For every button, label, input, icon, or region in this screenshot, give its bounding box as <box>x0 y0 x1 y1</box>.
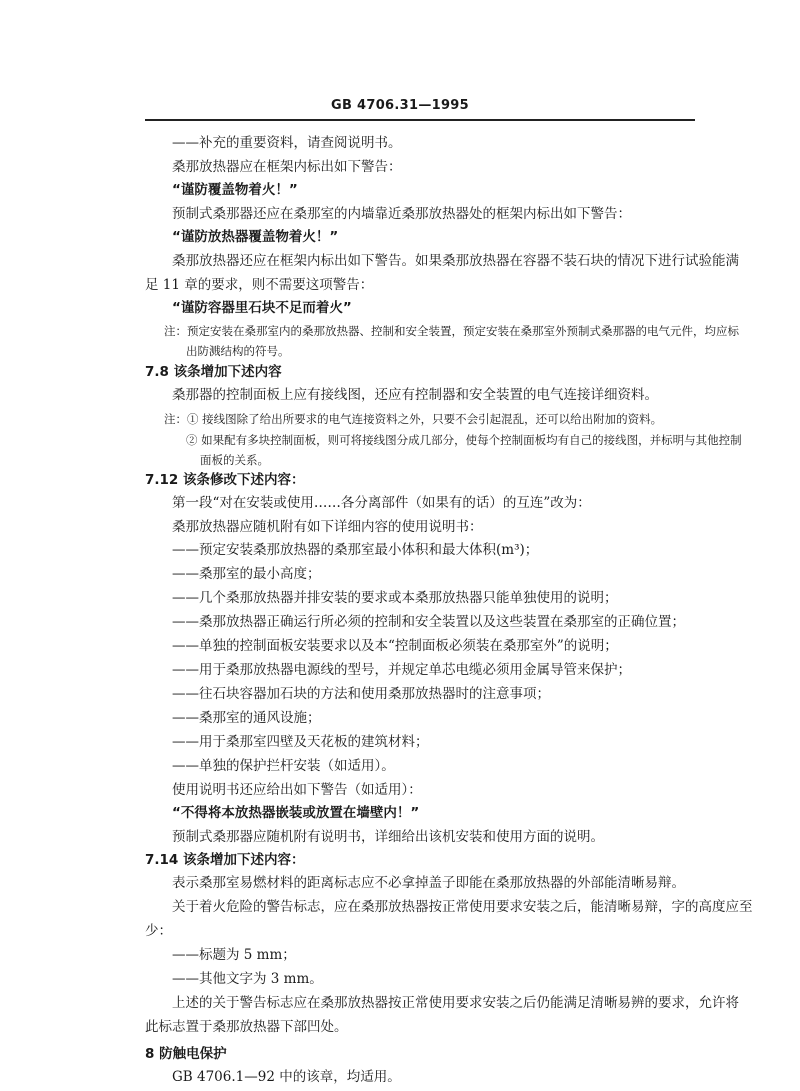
list-item: ——标题为 5 mm； <box>172 947 296 963</box>
text-line: 桑那放热器应随机附有如下详细内容的使用说明书： <box>172 519 483 535</box>
list-item: ——桑那室的最小高度； <box>172 566 321 582</box>
text-line: 少： <box>145 923 172 939</box>
clause-heading: 7.14 该条增加下述内容： <box>145 852 305 868</box>
list-item: ——预定安装桑那放热器的桑那室最小体积和最大体积(m³)； <box>172 542 539 558</box>
warning-text: “谨防容器里石块不足而着火” <box>172 300 352 316</box>
list-item: ——单独的控制面板安装要求以及本“控制面板必须装在桑那室外”的说明； <box>172 638 618 654</box>
list-item: ——几个桑那放热器并排安装的要求或本桑那放热器只能单独使用的说明； <box>172 590 618 606</box>
list-item: ——其他文字为 3 mm。 <box>172 971 323 987</box>
list-item: ——桑那室的通风设施； <box>172 710 321 726</box>
text-line: 使用说明书还应给出如下警告（如适用）： <box>172 782 422 798</box>
text-line: 关于着火危险的警告标志，应在桑那放热器按正常使用要求安装之后，能清晰易辩，字的高度应至 <box>172 899 753 915</box>
list-item: ——桑那放热器正确运行所必须的控制和安全装置以及这些装置在桑那室的正确位置； <box>172 614 685 630</box>
text-line: ——补充的重要资料，请查阅说明书。 <box>172 135 402 151</box>
warning-text: “谨防放热器覆盖物着火！” <box>172 229 339 245</box>
list-item: ——用于桑那放热器电源线的型号，并规定单芯电缆必须用金属导管来保护； <box>172 662 631 678</box>
text-line: 表示桑那室易燃材料的距离标志应不必拿掉盖子即能在桑那放热器的外部能清晰易辩。 <box>172 875 685 891</box>
note-line: 注：预定安装在桑那室内的桑那放热器、控制和安全装置，预定安装在桑那室外预制式桑那器的电气元件，均应标 <box>164 324 739 338</box>
note-line: 面板的关系。 <box>200 453 269 467</box>
text-line: 第一段“对在安装或使用……各分离部件（如果有的话）的互连”改为： <box>172 495 591 511</box>
header-rule <box>145 119 695 121</box>
list-item: ——往石块容器加石块的方法和使用桑那放热器时的注意事项； <box>172 686 550 702</box>
note-line: ② 如果配有多块控制面板，则可将接线图分成几部分，使每个控制面板均有自己的接线图，并标明与其他控制 <box>186 433 742 447</box>
warning-text: “不得将本放热器嵌装或放置在墙壁内！” <box>172 805 420 821</box>
list-item: ——用于桑那室四壁及天花板的建筑材料； <box>172 734 429 750</box>
clause-heading: 7.12 该条修改下述内容： <box>145 472 305 488</box>
warning-text: “谨防覆盖物着火！” <box>172 182 298 198</box>
page-header: GB 4706.31—1995 <box>331 98 469 113</box>
text-line: 预制式桑那器应随机附有说明书，详细给出该机安装和使用方面的说明。 <box>172 829 604 845</box>
text-line: 上述的关于警告标志应在桑那放热器按正常使用要求安装之后仍能满足清晰易辨的要求，允许将 <box>172 995 739 1011</box>
note-line: 出防溅结构的符号。 <box>186 344 290 358</box>
section-heading: 8 防触电保护 <box>145 1046 227 1062</box>
clause-heading: 7.8 该条增加下述内容 <box>145 364 282 380</box>
text-line: 桑那器的控制面板上应有接线图，还应有控制器和安全装置的电气连接详细资料。 <box>172 387 658 403</box>
text-line: 足 11 章的要求，则不需要这项警告： <box>145 277 374 293</box>
text-line: 预制式桑那器还应在桑那室的内墙靠近桑那放热器处的框架内标出如下警告： <box>172 206 631 222</box>
text-line: 桑那放热器应在框架内标出如下警告： <box>172 159 402 175</box>
text-line: GB 4706.1—92 中的该章，均适用。 <box>172 1069 401 1085</box>
text-line: 桑那放热器还应在框架内标出如下警告。如果桑那放热器在容器不装石块的情况下进行试验能满 <box>172 253 739 269</box>
note-line: 注：① 接线图除了给出所要求的电气连接资料之外，只要不会引起混乱，还可以给出附加的资料。 <box>164 412 663 426</box>
list-item: ——单独的保护拦杆安装（如适用）。 <box>172 758 395 774</box>
text-line: 此标志置于桑那放热器下部凹处。 <box>145 1019 348 1035</box>
